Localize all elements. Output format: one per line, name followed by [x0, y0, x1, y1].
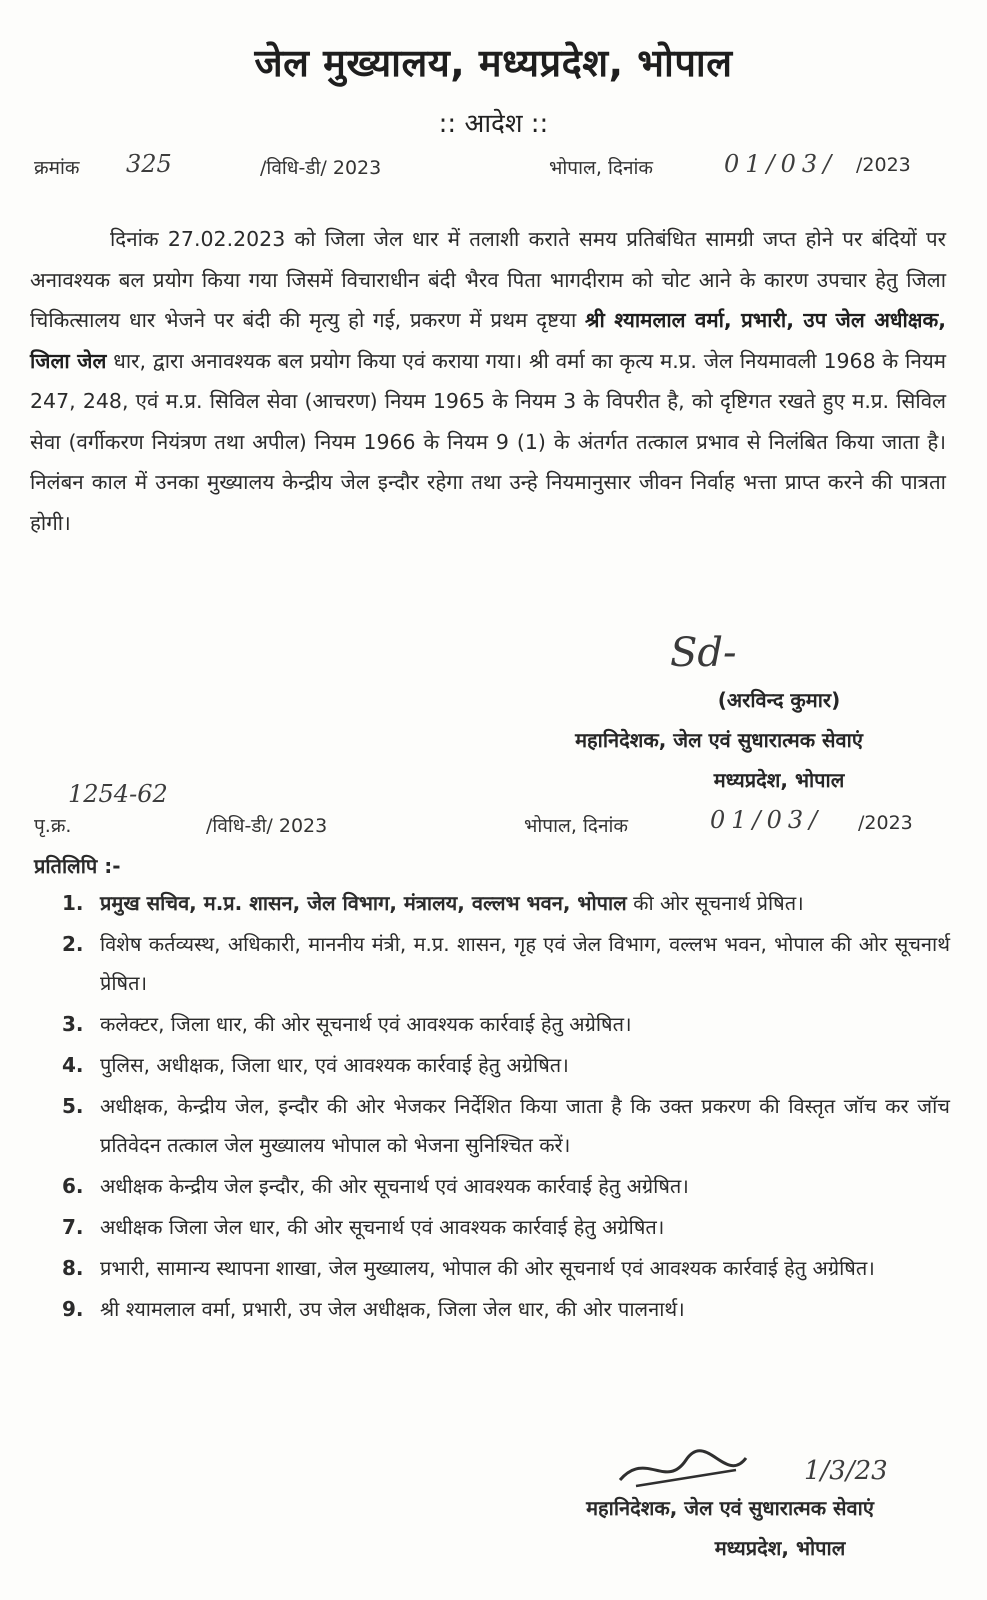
place-date-label-2: भोपाल, दिनांक	[524, 815, 629, 837]
copy-list	[62, 884, 950, 1331]
signature-sd: Sd-	[670, 630, 737, 676]
item-text: अधीक्षक जिला जेल धार, की ओर सूचनार्थ एवं आवश्यक कार्रवाई हेतु अग्रेषित।	[100, 1215, 665, 1239]
ref2-suffix: /विधि-डी/ 2023	[206, 815, 328, 837]
body-part-1: दिनांक 27.02.2023 को जिला जेल धार में तलाशी कराते समय प्रतिबंधित सामग्री जप्त होने पर बंदियों पर अनावश्यक बल प्रयोग किया गया जिसमें विचाराधीन बंदी भैरव पिता भागदीराम को चोट आने के कारण उपचार हेतु जिला चिकित्सालय धार भेजने पर बंदी की मृत्यु हो गई, प्रकरण में प्रथम दृष्टया	[30, 227, 946, 332]
order-heading: :: आदेश ::	[438, 109, 549, 139]
bottom-designation: महानिदेशक, जेल एवं सुधारात्मक सेवाएं	[586, 1496, 874, 1520]
list-item	[62, 884, 950, 923]
list-item	[62, 1249, 950, 1288]
date-handwritten: 01/03/	[724, 150, 838, 178]
item-number: 4.	[62, 1053, 84, 1077]
copy-heading: प्रतिलिपि :-	[34, 854, 121, 878]
item-text: की ओर सूचनार्थ प्रेषित।	[626, 891, 804, 915]
item-text: विशेष कर्तव्यस्थ, अधिकारी, माननीय मंत्री, म.प्र. शासन, गृह एवं जेल विभाग, वल्लभ भवन, भोपाल की ओर सूचनार्थ प्रेषित।	[100, 932, 950, 995]
signature-date: 1/3/23	[804, 1456, 888, 1486]
item-number: 8.	[62, 1256, 84, 1280]
bottom-signature-block	[520, 1488, 940, 1568]
list-item	[62, 1087, 950, 1165]
ref2-number: 1254-62	[68, 780, 168, 808]
list-item	[62, 1208, 950, 1247]
item-text: श्री श्यामलाल वर्मा, प्रभारी, उप जेल अधीक्षक, जिला जेल धार, की ओर पालनार्थ।	[100, 1297, 685, 1321]
signatory-designation: महानिदेशक, जेल एवं सुधारात्मक सेवाएं	[575, 728, 863, 752]
item-number: 3.	[62, 1012, 84, 1036]
list-item	[62, 1167, 950, 1206]
document-title: जेल मुख्यालय, मध्यप्रदेश, भोपाल	[254, 41, 733, 85]
item-text: प्रभारी, सामान्य स्थापना शाखा, जेल मुख्यालय, भोपाल की ओर सूचनार्थ एवं आवश्यक कार्रवाई हेतु अग्रेषित।	[100, 1256, 875, 1280]
bottom-place: मध्यप्रदेश, भोपाल	[714, 1536, 846, 1560]
list-item	[62, 1290, 950, 1329]
date-handwritten-2: 01/03/	[710, 806, 824, 834]
list-item	[62, 925, 950, 1003]
signatory-place: मध्यप्रदेश, भोपाल	[713, 768, 845, 792]
signatory-name: (अरविन्द कुमार)	[717, 688, 841, 712]
list-item	[62, 1046, 950, 1085]
item-bold-text: प्रमुख सचिव, म.प्र. शासन, जेल विभाग, मंत्रालय, वल्लभ भवन, भोपाल	[100, 891, 627, 915]
ref-label: क्रमांक	[34, 157, 80, 179]
year-2: /2023	[858, 812, 913, 834]
body-bold-name: श्री श्यामलाल वर्मा, प्रभारी, उप जेल अधीक्षक, जिला जेल	[30, 308, 946, 373]
ref-number: 325	[126, 150, 172, 178]
item-text: अधीक्षक, केन्द्रीय जेल, इन्दौर की ओर भेजकर निर्देशित किया जाता है कि उक्त प्रकरण की विस्तृत जॉच कर जॉच प्रतिवेदन तत्काल जेल मुख्यालय भोपाल को भेजना सुनिश्चित करें।	[100, 1094, 950, 1157]
item-number: 9.	[62, 1297, 84, 1321]
item-number: 2.	[62, 932, 84, 956]
item-text: कलेक्टर, जिला धार, की ओर सूचनार्थ एवं आवश्यक कार्रवाई हेतु अग्रेषित।	[100, 1012, 632, 1036]
ref2-label: पृ.क्र.	[34, 815, 72, 837]
place-date-label: भोपाल, दिनांक	[549, 157, 654, 179]
item-number: 7.	[62, 1215, 84, 1239]
reference-line	[34, 150, 946, 186]
item-number: 1.	[62, 891, 84, 915]
item-text: पुलिस, अधीक्षक, जिला धार, एवं आवश्यक कार्रवाई हेतु अग्रेषित।	[100, 1053, 569, 1077]
ref-suffix: /विधि-डी/ 2023	[260, 157, 382, 179]
order-body	[30, 219, 946, 543]
list-item	[62, 1005, 950, 1044]
item-number: 6.	[62, 1174, 84, 1198]
year: /2023	[856, 154, 911, 176]
item-text: अधीक्षक केन्द्रीय जेल इन्दौर, की ओर सूचनार्थ एवं आवश्यक कार्रवाई हेतु अग्रेषित।	[100, 1174, 689, 1198]
signature-block	[499, 680, 939, 800]
body-part-2: धार, द्वारा अनावश्यक बल प्रयोग किया एवं कराया गया। श्री वर्मा का कृत्य म.प्र. जेल नियमावली 1968 के नियम 247, 248, एवं म.प्र. सिविल सेवा (आचरण) नियम 1965 के नियम 3 के विपरीत है, को दृष्टिगत रखते हुए म.प्र. सिविल सेवा (वर्गीकरण नियंत्रण तथा अपील) नियम 1966 के नियम 9 (1) के अंतर्गत तत्काल प्रभाव से निलंबित किया जाता है। निलंबन काल में उनका मुख्यालय केन्द्रीय जेल इन्दौर रहेगा तथा उन्हे नियमानुसार जीवन निर्वाह भत्ता प्राप्त करने की पात्रता होगी।	[30, 348, 946, 535]
item-number: 5.	[62, 1094, 84, 1118]
